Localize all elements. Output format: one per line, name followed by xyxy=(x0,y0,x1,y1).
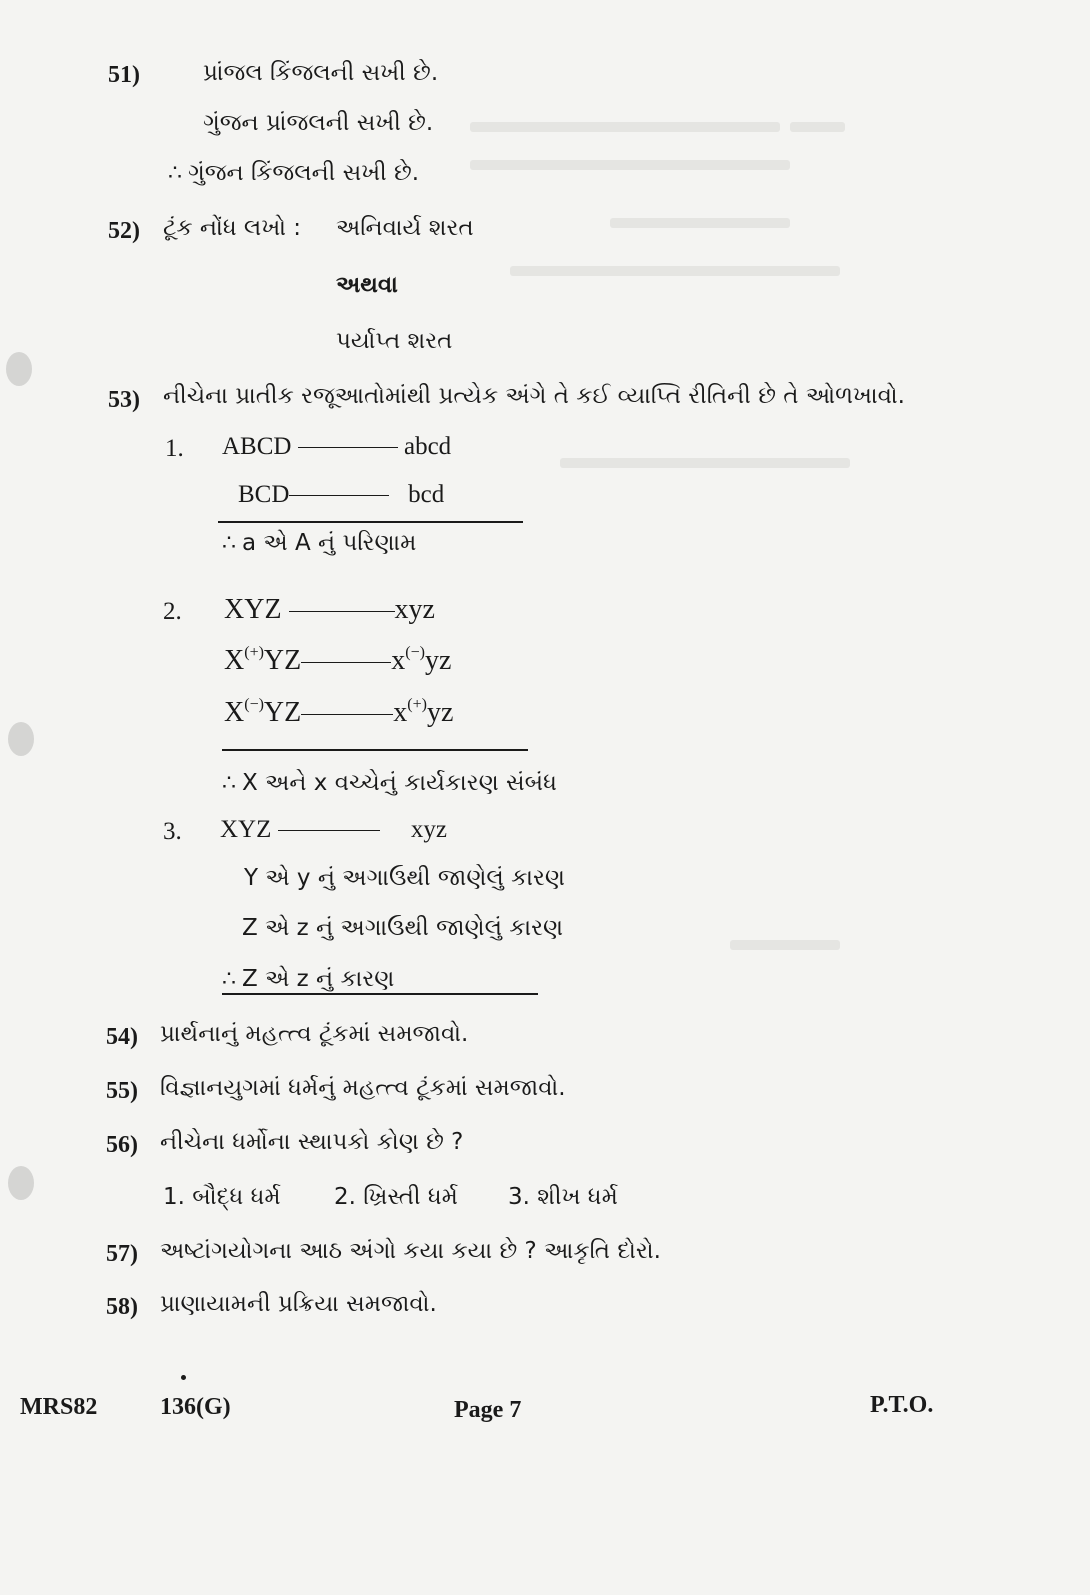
q53-part1-rule xyxy=(218,521,523,523)
footer-code: MRS82 xyxy=(20,1394,98,1420)
q53-number: 53) xyxy=(108,387,140,413)
q53-part1-conclusion-text: a એ A નું પરિણામ xyxy=(242,530,417,556)
variation-sign: (+) xyxy=(244,644,264,661)
q55-number: 55) xyxy=(106,1078,138,1104)
consequent: xyz xyxy=(394,594,435,625)
q53-part3-label: 3. xyxy=(163,818,182,845)
punch-hole xyxy=(8,722,34,756)
footer-paper-number: 136(G) xyxy=(160,1394,231,1420)
q53-part2-row1 xyxy=(224,594,435,626)
q56-text: નીચેના ધર્મોના સ્થાપકો કોણ છે ? xyxy=(160,1129,464,1155)
q53-prompt: નીચેના પ્રાતીક રજૂઆતોમાંથી પ્રત્યેક અંગે તે કઈ વ્યાપ્તિ રીતિની છે તે ઓળખાવો. xyxy=(163,383,905,409)
show-through-mark xyxy=(560,458,850,468)
consequent xyxy=(391,645,451,676)
q52-option-2: પર્યાપ્ત શરત xyxy=(336,328,453,354)
show-through-mark xyxy=(510,266,840,276)
therefore-symbol: ∴ xyxy=(222,771,236,796)
q52-option-1: અનિવાર્ય શરત xyxy=(336,215,474,241)
show-through-mark xyxy=(470,122,780,132)
q52-or: અથવા xyxy=(336,272,398,298)
footer-pto: P.T.O. xyxy=(870,1392,934,1418)
footer-page-number: Page 7 xyxy=(454,1397,522,1423)
term: YZ xyxy=(263,645,302,676)
consequent xyxy=(393,697,453,728)
q52-number: 52) xyxy=(108,218,140,244)
q56-option-2: 2. ખ્રિસ્તી ધર્મ xyxy=(334,1184,458,1210)
q51-conclusion xyxy=(168,160,419,186)
term: x xyxy=(393,697,408,728)
relation-blank xyxy=(289,495,389,496)
term: YZ xyxy=(263,697,302,728)
show-through-mark xyxy=(610,218,790,228)
consequent: abcd xyxy=(403,433,452,460)
term: x xyxy=(391,645,406,676)
consequent: bcd xyxy=(408,481,445,508)
variation-sign: (−) xyxy=(405,644,425,661)
q53-part2-row3 xyxy=(224,697,453,729)
q53-part3-row1 xyxy=(220,816,447,844)
q53-part3-conclusion xyxy=(222,966,394,992)
consequent: xyz xyxy=(410,816,447,843)
q58-text: પ્રાણાયામની પ્રક્રિયા સમજાવો. xyxy=(160,1291,437,1317)
term: yz xyxy=(426,697,454,728)
q53-part3-rule xyxy=(222,993,538,995)
q51-premise-1: પ્રાંજલ કિંજલની સખી છે. xyxy=(203,60,439,86)
q53-part3-row3: Z એ z નું અગાઉથી જાણેલું કારણ xyxy=(242,915,564,941)
q53-part1-row1 xyxy=(222,433,451,461)
q57-text: અષ્ટાંગયોગના આઠ અંગો કયા કયા છે ? આકૃતિ દોરો. xyxy=(160,1238,661,1264)
therefore-symbol: ∴ xyxy=(168,161,182,186)
q56-number: 56) xyxy=(106,1132,138,1158)
term: X xyxy=(224,697,245,728)
show-through-mark xyxy=(730,940,840,950)
punch-hole xyxy=(6,352,32,386)
q53-part1-row2 xyxy=(238,481,444,509)
q51-premise-2: ગુંજન પ્રાંજલની સખી છે. xyxy=(203,110,434,136)
relation-blank xyxy=(298,447,398,448)
q54-text: પ્રાર્થનાનું મહત્ત્વ ટૂંકમાં સમજાવો. xyxy=(160,1021,469,1047)
q53-part2-row2 xyxy=(224,645,451,677)
q55-text: વિજ્ઞાનયુગમાં ધર્મનું મહત્ત્વ ટૂંકમાં સમજાવો. xyxy=(160,1075,566,1101)
variation-sign: (+) xyxy=(407,696,427,713)
q53-part2-conclusion-text: X અને x વચ્ચેનું કાર્યકારણ સંબંધ xyxy=(242,770,557,796)
q53-part3-conclusion-text: Z એ z નું કારણ xyxy=(242,966,395,992)
therefore-symbol: ∴ xyxy=(222,531,236,556)
q51-number: 51) xyxy=(108,62,140,88)
q53-part1-conclusion xyxy=(222,530,416,556)
antecedent: XYZ xyxy=(224,594,282,625)
q56-option-3: 3. શીખ ધર્મ xyxy=(508,1184,618,1210)
punch-hole xyxy=(8,1166,34,1200)
term: yz xyxy=(424,645,452,676)
q52-prompt: ટૂંક નોંધ લખો : xyxy=(163,215,302,241)
therefore-symbol: ∴ xyxy=(222,967,236,992)
variation-sign: (−) xyxy=(244,696,264,713)
antecedent xyxy=(224,697,301,728)
antecedent: XYZ xyxy=(220,816,272,843)
show-through-mark xyxy=(470,160,790,170)
q53-part1-label: 1. xyxy=(165,435,184,462)
q53-part2-label: 2. xyxy=(163,598,182,625)
antecedent xyxy=(224,645,301,676)
q53-part3-row2: Y એ y નું અગાઉથી જાણેલું કારણ xyxy=(244,865,565,891)
show-through-mark xyxy=(790,122,845,132)
q56-option-1: 1. બૌદ્ધ ધર્મ xyxy=(163,1184,281,1210)
relation-blank xyxy=(301,714,393,715)
q51-conclusion-text: ગુંજન કિંજલની સખી છે. xyxy=(188,160,420,186)
q58-number: 58) xyxy=(106,1294,138,1320)
term: X xyxy=(224,645,245,676)
antecedent: BCD xyxy=(238,481,290,508)
q54-number: 54) xyxy=(106,1024,138,1050)
antecedent: ABCD xyxy=(222,433,292,460)
relation-blank xyxy=(289,611,395,612)
stray-dot xyxy=(181,1375,186,1380)
relation-blank xyxy=(301,662,391,663)
q57-number: 57) xyxy=(106,1241,138,1267)
q53-part2-conclusion xyxy=(222,770,557,796)
relation-blank xyxy=(278,830,380,831)
q53-part2-rule xyxy=(222,749,528,751)
